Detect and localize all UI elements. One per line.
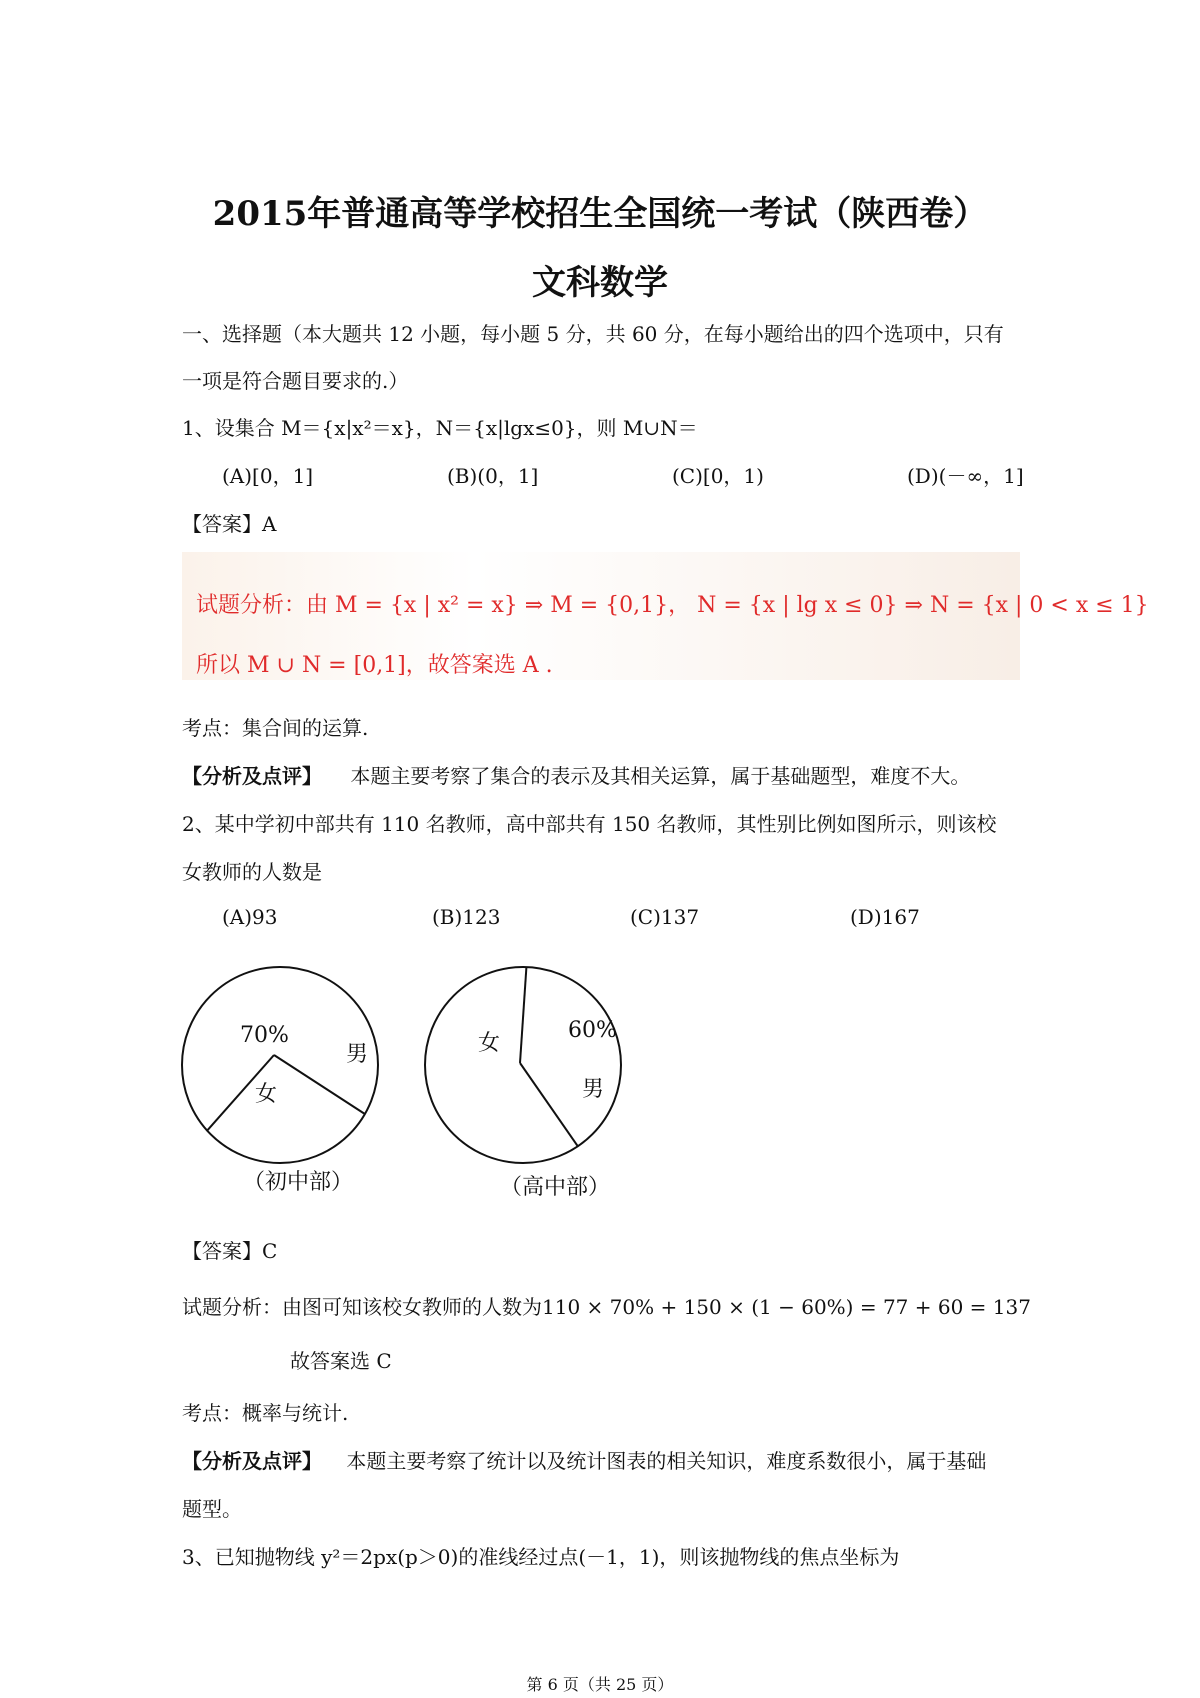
q2-text-line2: 女教师的人数是 xyxy=(182,860,322,884)
pie-junior-label-percent: 70% xyxy=(240,1023,289,1048)
q2-analysis-line2: 故答案选 C xyxy=(290,1349,392,1373)
q2-option-d: (D)167 xyxy=(850,905,920,929)
section-heading-line2: 一项是符合题目要求的.） xyxy=(182,369,409,393)
q1-answer: 【答案】A xyxy=(182,512,277,536)
q2-option-c: (C)137 xyxy=(630,905,700,929)
section-heading-line1: 一、选择题（本大题共 12 小题，每小题 5 分，共 60 分，在每小题给出的四个选项中，只有 xyxy=(182,322,1004,346)
q1-option-b: (B)(0，1] xyxy=(447,464,539,488)
q1-comment xyxy=(182,760,970,789)
pie-charts xyxy=(180,955,660,1175)
pie-senior-label-female: 女 xyxy=(478,1031,501,1056)
q3-text: 3、已知抛物线 y²＝2px(p＞0)的准线经过点(－1，1)，则该抛物线的焦点坐标为 xyxy=(182,1545,900,1569)
q2-text-line1: 2、某中学初中部共有 110 名教师，高中部共有 150 名教师，其性别比例如图所示，则该校 xyxy=(182,812,997,836)
q1-analysis-image xyxy=(182,552,1149,680)
q2-comment xyxy=(182,1445,986,1474)
q2-comment-text: 本题主要考察了统计以及统计图表的相关知识，难度系数很小，属于基础 xyxy=(346,1449,987,1473)
q2-comment-line2: 题型。 xyxy=(182,1497,242,1521)
q1-comment-label: 【分析及点评】 xyxy=(182,764,322,788)
q2-answer: 【答案】C xyxy=(182,1239,278,1263)
pie-junior-caption: （初中部） xyxy=(243,1170,354,1195)
q1-analysis-line2: 所以 M ∪ N = [0,1]，故答案选 A . xyxy=(196,653,553,678)
page-subtitle: 文科数学 xyxy=(532,263,668,303)
page-title: 2015年普通高等学校招生全国统一考试（陕西卷） xyxy=(212,194,988,234)
q1-option-d: (D)(－∞，1] xyxy=(907,464,1024,488)
q2-kaodian: 考点：概率与统计. xyxy=(182,1401,349,1425)
pie-junior-label-female: 女 xyxy=(255,1082,278,1107)
pie-outline xyxy=(425,967,621,1163)
pie-junior-label-male: 男 xyxy=(346,1042,369,1067)
q1-analysis-line1: 试题分析：由 M = {x | x² = x} ⇒ M = {0,1}， N = {x | lg x ≤ 0} ⇒ N = {x | 0 < x ≤ 1} xyxy=(196,593,1149,618)
q2-analysis: 试题分析：由图可知该校女教师的人数为110 × 70% + 150 × (1 − 60%) = 77 + 60 = 137 xyxy=(182,1295,1031,1319)
q1-option-c: (C)[0，1) xyxy=(672,464,764,488)
q1-text: 1、设集合 M＝{x|x²＝x}，N＝{x|lgx≤0}，则 M∪N＝ xyxy=(182,416,698,440)
q2-option-a: (A)93 xyxy=(222,905,278,929)
page-footer: 第 6 页（共 25 页） xyxy=(526,1675,674,1694)
q1-kaodian: 考点：集合间的运算. xyxy=(182,716,369,740)
q1-option-a: (A)[0，1] xyxy=(222,464,314,488)
pie-slice-boundary xyxy=(520,967,526,1063)
pie-senior-caption: （高中部） xyxy=(500,1175,611,1200)
q2-comment-label: 【分析及点评】 xyxy=(182,1449,322,1473)
pie-chart-senior xyxy=(425,967,621,1163)
pie-senior-label-percent: 60% xyxy=(568,1018,617,1043)
q2-option-b: (B)123 xyxy=(432,905,501,929)
pie-slice-boundary xyxy=(520,1063,578,1146)
pie-senior-label-male: 男 xyxy=(582,1077,605,1102)
q1-comment-text: 本题主要考察了集合的表示及其相关运算，属于基础题型，难度不大。 xyxy=(350,764,971,788)
